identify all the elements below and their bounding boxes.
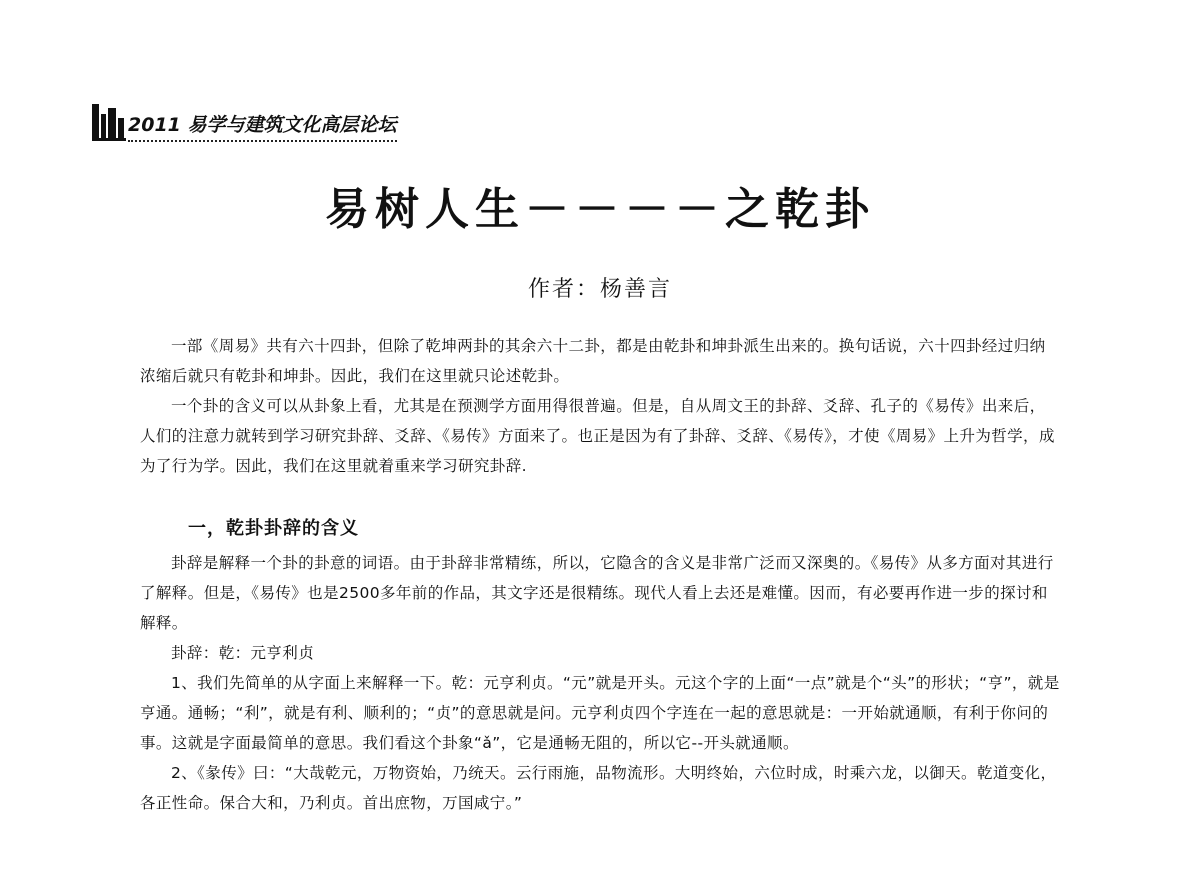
intro-section bbox=[140, 331, 1060, 481]
paragraph-1: 一部《周易》共有六十四卦，但除了乾坤两卦的其余六十二卦，都是由乾卦和坤卦派生出来的。换句话说，六十四卦经过归纳浓缩后就只有乾卦和坤卦。因此，我们在这里就只论述乾卦。 bbox=[140, 337, 1046, 385]
running-header bbox=[92, 100, 397, 142]
paragraph-3: 卦辞是解释一个卦的卦意的词语。由于卦辞非常精练，所以，它隐含的含义是非常广泛而又深奥的。《易传》从多方面对其进行了解释。但是，《易传》也是2500多年前的作品，其文字还是很精练。现代人看上去还是难懂。因而，有必要再作进一步的探讨和解释。 bbox=[140, 554, 1054, 632]
author-line: 作者：杨善言 bbox=[527, 277, 672, 302]
paragraph-4: 卦辞：乾：元亨利贞 bbox=[171, 644, 315, 662]
paragraph-2: 一个卦的含义可以从卦象上看，尤其是在预测学方面用得很普遍。但是，自从周文王的卦辞、爻辞、孔子的《易传》出来后，人们的注意力就转到学习研究卦辞、爻辞、《易传》方面来了。也正是因为有了卦辞、爻辞、《易传》，才使《周易》上升为哲学，成为了行为学。因此，我们在这里就着重来学习研究卦辞. bbox=[140, 397, 1055, 475]
section-heading: 一，乾卦卦辞的含义 bbox=[188, 518, 359, 539]
section-body bbox=[140, 548, 1060, 818]
article-title: 易树人生－－－－之乾卦 bbox=[325, 184, 875, 235]
paragraph-5: 1、我们先简单的从字面上来解释一下。乾：元亨利贞。“元”就是开头。元这个字的上面“一点”就是个“头”的形状；“亨”，就是亨通。通畅；“利”，就是有利、顺利的；“贞”的意思就是问。元亨利贞四个字连在一起的意思就是：一开始就通顺，有利于你问的事。这就是字面最简单的意思。我们看这个卦象“ǎ”，它是通畅无阻的，所以它--开头就通顺。 bbox=[140, 674, 1060, 752]
book-logo-icon bbox=[92, 100, 126, 142]
paragraph-6: 2、《彖传》曰：“大哉乾元，万物资始，乃统天。云行雨施，品物流形。大明终始，六位时成，时乘六龙，以御天。乾道变化，各正性命。保合大和，乃利贞。首出庶物，万国咸宁。” bbox=[140, 764, 1057, 812]
running-header-text: 2011 易学与建筑文化高层论坛 bbox=[128, 112, 397, 142]
